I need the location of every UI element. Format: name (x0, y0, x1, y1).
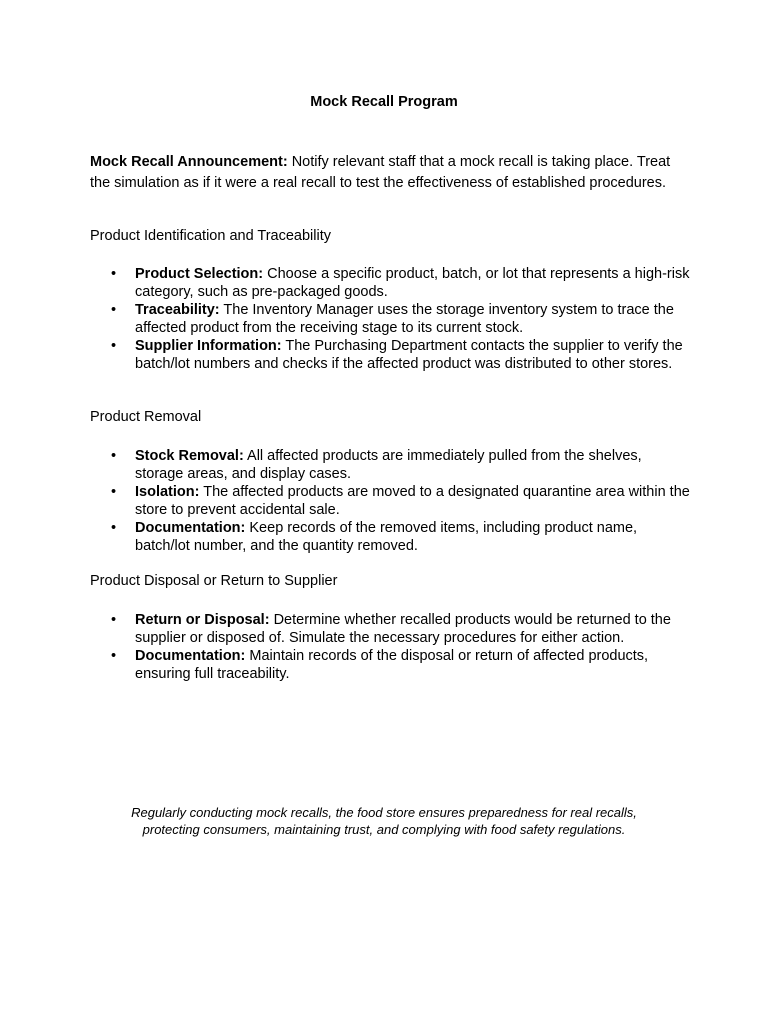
item-label: Documentation: (135, 648, 246, 664)
bullet-icon: • (111, 266, 117, 282)
item-text: The Purchasing Department contacts the supplier to verify the batch/lot numbers and checks if the affected product was distributed to other stores. (135, 338, 683, 372)
list-item-documentation (90, 519, 690, 555)
item-label: Isolation: (135, 484, 200, 500)
closing-line: Regularly conducting mock recalls, the food store ensures preparedness for real recalls, (131, 805, 637, 820)
intro-label: Mock Recall Announcement: (90, 154, 288, 170)
bullet-icon: • (111, 648, 117, 664)
identification-list (90, 265, 690, 373)
item-label: Traceability: (135, 302, 220, 318)
bullet-icon: • (111, 448, 117, 464)
section-heading-disposal: Product Disposal or Return to Supplier (90, 573, 338, 589)
item-label: Stock Removal: (135, 448, 244, 464)
item-label: Documentation: (135, 520, 246, 536)
bullet-icon: • (111, 338, 117, 354)
disposal-list (90, 611, 690, 683)
list-item-traceability (90, 301, 690, 337)
removal-list (90, 447, 690, 555)
bullet-icon: • (111, 302, 117, 318)
list-item-stock-removal (90, 447, 690, 483)
item-text: The Inventory Manager uses the storage inventory system to trace the affected product from the receiving stage to its current stock. (135, 302, 674, 336)
list-item-documentation (90, 647, 690, 683)
list-item-isolation (90, 483, 690, 519)
closing-line: protecting consumers, maintaining trust, and complying with food safety regulations. (142, 821, 626, 837)
bullet-icon: • (111, 520, 117, 536)
intro-paragraph (90, 152, 680, 194)
item-text: Choose a specific product, batch, or lot that represents a high-risk category, such as pre-packaged goods. (135, 266, 690, 300)
document-title: Mock Recall Program (310, 94, 458, 110)
item-text: All affected products are immediately pulled from the shelves, storage areas, and display cases. (135, 448, 642, 482)
section-heading-identification: Product Identification and Traceability (90, 228, 331, 244)
item-text: Keep records of the removed items, including product name, batch/lot number, and the quantity removed. (135, 520, 638, 554)
closing-statement (0, 805, 768, 838)
bullet-icon: • (111, 484, 117, 500)
item-label: Product Selection: (135, 266, 264, 282)
item-text: The affected products are moved to a designated quarantine area within the store to prevent accidental sale. (135, 484, 690, 518)
item-label: Supplier Information: (135, 338, 282, 354)
intro-text: Notify relevant staff that a mock recall is taking place. Treat the simulation as if it were a real recall to test the effectiveness of established procedures. (90, 154, 671, 191)
item-text: Maintain records of the disposal or return of affected products, ensuring full traceability. (135, 648, 649, 682)
list-item-supplier-information (90, 337, 690, 373)
list-item-return-or-disposal (90, 611, 690, 647)
item-label: Return or Disposal: (135, 612, 270, 628)
list-item-product-selection (90, 265, 690, 301)
item-text: Determine whether recalled products would be returned to the supplier or disposed of. Simulate the necessary procedures for either action. (135, 612, 671, 646)
section-heading-removal: Product Removal (90, 409, 202, 425)
bullet-icon: • (111, 612, 117, 628)
